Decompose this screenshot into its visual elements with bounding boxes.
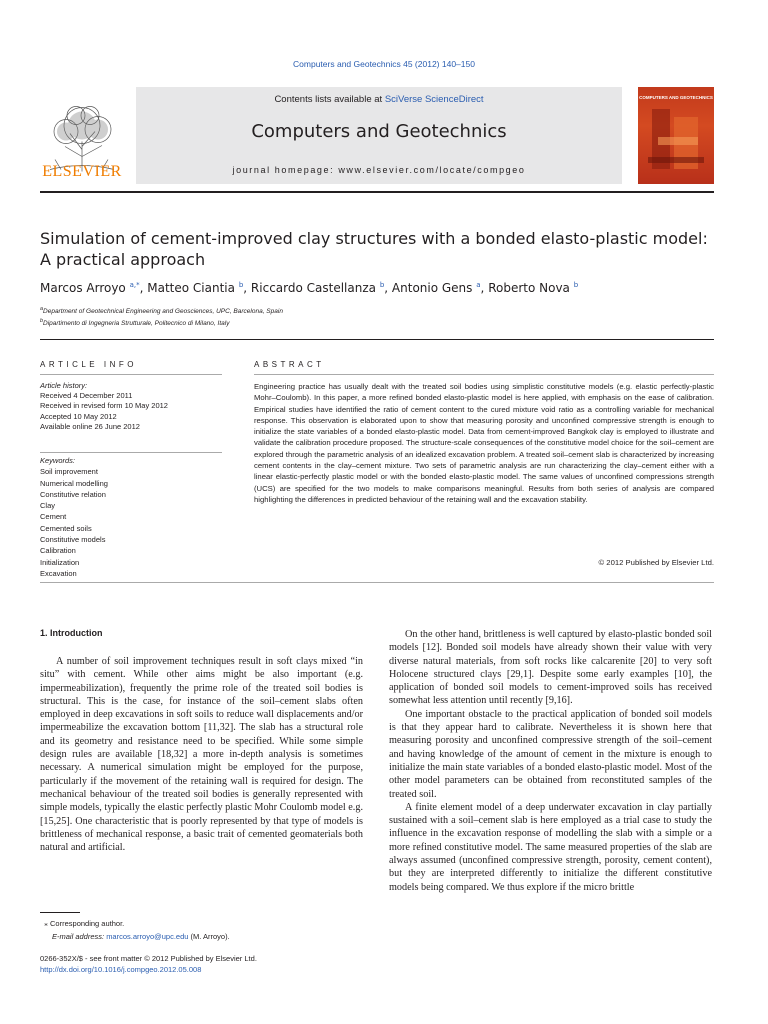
cover-title: COMPUTERS AND GEOTECHNICS [639,95,713,100]
body-paragraph: On the other hand, brittleness is well captured by elasto-plastic bonded soil models [12]. Bonded soil models have already shown their value with very diverse natural materials, from soft rocks like calcarenite [20] to very soft Holocene structured clays [29,1]. Despite some early examples [10], the application of bonded soil models to cement-improved soils has received somewhat less attention until recently [9,16]. [389,629,712,707]
keywords-rule [40,452,222,453]
keyword: Cemented soils [40,523,92,533]
article-title [40,228,730,270]
author-list: Marcos Arroyo $^{a,*}$, Matteo Ciantia $^b$, Riccardo Castellanza $^b$, Antonio Gens $^a$, Roberto Nova $^b$ [40,281,579,295]
email-label: E-mail address: [52,932,107,941]
affiliation-text: Dipartimento di Ingegneria Strutturale, Politecnico di Milano, Italy [43,320,230,328]
cover-art [638,87,714,184]
history-item: Received 4 December 2011 [40,391,133,401]
journal-cover-image [638,87,714,184]
email-suffix: (M. Arroyo). [188,932,230,941]
sciencedirect-link[interactable]: SciVerse ScienceDirect [384,94,484,105]
author-sup[interactable]: a [476,281,481,289]
journal-reference[interactable]: Computers and Geotechnics 45 (2012) 140–150 [293,59,475,69]
section-heading: 1. Introduction [40,628,103,638]
history-item: Accepted 10 May 2012 [40,411,117,421]
footnote [40,917,230,943]
footnote-rule [40,912,80,913]
author-name: Antonio Gens [391,281,473,295]
affiliation-sup: a [40,306,44,312]
author-sup[interactable]: a,* [129,281,140,289]
body-paragraph: A finite element model of a deep underwater excavation in clay partially sustained with a soil–cement slab is here employed as a trial case to study the influence in the excavation response of modelling the slab with a simple or a more refined constitutive model. The same measured properties of the slab are always assumed (unconfined compressive strength, porosity, cement content), but they are interpreted differently to initialize the different constitutive models being compared. We thus explore if the micro brittle [389,801,712,893]
email-link[interactable]: marcos.arroyo@upc.edu [106,932,189,941]
affiliation [40,306,283,315]
publisher-logo-text: ELSEVIER [42,163,122,180]
doi-link[interactable]: http://dx.doi.org/10.1016/j.compgeo.2012.05.008 [40,965,202,974]
body-paragraph: A number of soil improvement techniques result in soft clays mixed “in situ” with cement. While other aims might be also important (e.g. impermeabilization), frequently the prime role of the treated soil bodies is structural. This is the case, for instance of the soil–cement slabs often employed in deep excavations in soft soils to reduce wall displacements and/or impermeabilize the excavation bottom [11,32]. The slab has a structural role and its geometry and resistance need to be specified. While some simple design rules are available [18,32] a more in-depth analysis is sometimes necessary. A numerical simulation might be employed for the purpose, particularly if the movement of the retaining wall is required for design. The mechanical behaviour of the treated soil bodies is generally represented with simple models, typically the elastic perfectly plastic Mohr Coulomb model e.g. [15,25]. One characteristic that is poorly represented by that type of models is brittleness of mechanical response, a basic trait of cemented geomaterials both natural and artificial. [40,656,363,854]
author-sup[interactable]: b [238,281,244,289]
title-line-2: A practical approach [40,250,206,269]
issn-block [40,953,257,975]
keyword: Cement [40,512,67,522]
keywords-label: Keywords: [40,456,76,465]
keyword: Clay [40,501,56,511]
keyword: Constitutive models [40,535,106,545]
affiliation-text: Department of Geotechnical Engineering and Geosciences, UPC, Barcelona, Spain [43,308,283,316]
article-info-heading: ARTICLE INFO [40,360,137,369]
abstract-heading: ABSTRACT [254,360,325,369]
journal-homepage[interactable]: journal homepage: www.elsevier.com/locate/compgeo [232,165,526,175]
history-label: Article history: [40,381,88,390]
header-rule [40,191,714,193]
abstract-copyright: © 2012 Published by Elsevier Ltd. [598,558,714,567]
keyword: Soil improvement [40,467,98,477]
article-info-rule [40,374,222,375]
contents-line [136,94,622,105]
journal-masthead [136,87,622,184]
affiliation-sup: b [40,318,44,324]
abstract-text: Engineering practice has usually dealt with the treated soil bodies using simplistic constitutive models (e.g. elastic perfectly-plastic Mohr–Coulomb). In this paper, a more refined bonded elasto-plastic model is here applied, with emphasis on the ease of calibration. Empirical studies have identified the ratio of cement content to the cured mixture void ratio as a controlling variable for mechanical response. This observation is elaborated upon to show that measuring porosity and unconfined compressive strength is enough to initialize the state variables of a bonded elasto-plastic model. Data from cement-improved Bangkok clay is employed to illustrate and validate the calibration procedure proposed. The structure-scale consequences of the constitutive model choice for the soil–cement are explored through the parametric analysis of an idealized excavation problem. A treated soil–cement slab is characterized by increasing cement contents in the clay–cement mixture. Two sets of parametric analysis are run characterizing the clay–cement either with a linear elastic-perfectly plastic model or with the bonded elasto-plastic model. The same values of unconfined compressions strength (UCS) are specified for the two models to make comparisons meaningful. Results from both series of analysis are compared highlighting the differences in predicted behaviour of the retaining wall and the excavation stability. [254,382,714,504]
title-line-1: Simulation of cement-improved clay structures with a bonded elasto-plastic model: [40,229,708,248]
author-sup[interactable]: b [573,281,579,289]
contents-prefix: Contents lists available at [274,94,385,105]
author-sup[interactable]: b [379,281,385,289]
body-left-column [40,655,363,854]
history-item: Received in revised form 10 May 2012 [40,401,168,411]
author-name: Riccardo Castellanza [250,281,376,295]
affiliation [40,318,229,327]
body-paragraph: One important obstacle to the practical application of bonded soil models is that they appear hard to calibrate. Nevertheless it is shown here that measuring porosity and unconfined compressive strength of the soil–cement and having knowledge of the amount of cement in the mixture is enough to initialize the main state variables of a bonded elasto-plastic model. Most of the other model parameters can be obtained from reconstituted samples of the treated soil. [389,708,712,800]
author-name: Matteo Ciantia [147,281,235,295]
journal-name: Computers and Geotechnics [251,121,507,142]
keyword: Excavation [40,568,77,578]
keywords [40,455,220,579]
author-name: Roberto Nova [488,281,570,295]
keyword: Calibration [40,546,76,556]
article-history [40,381,220,432]
body-right-column [389,628,712,894]
keyword: Numerical modelling [40,478,108,488]
author-name: Marcos Arroyo [40,281,126,295]
issn-line: 0266-352X/$ - see front matter © 2012 Published by Elsevier Ltd. [40,954,257,963]
keyword: Initialization [40,557,80,567]
footnote-asterisk: ⁎ [40,919,51,928]
keyword: Constitutive relation [40,489,106,499]
abstract-bottom-rule [40,582,714,583]
corresponding-author-note: Corresponding author. [50,919,125,928]
abstract-rule [254,374,714,375]
affiliation-rule [40,339,714,340]
history-item: Available online 26 June 2012 [40,421,140,431]
